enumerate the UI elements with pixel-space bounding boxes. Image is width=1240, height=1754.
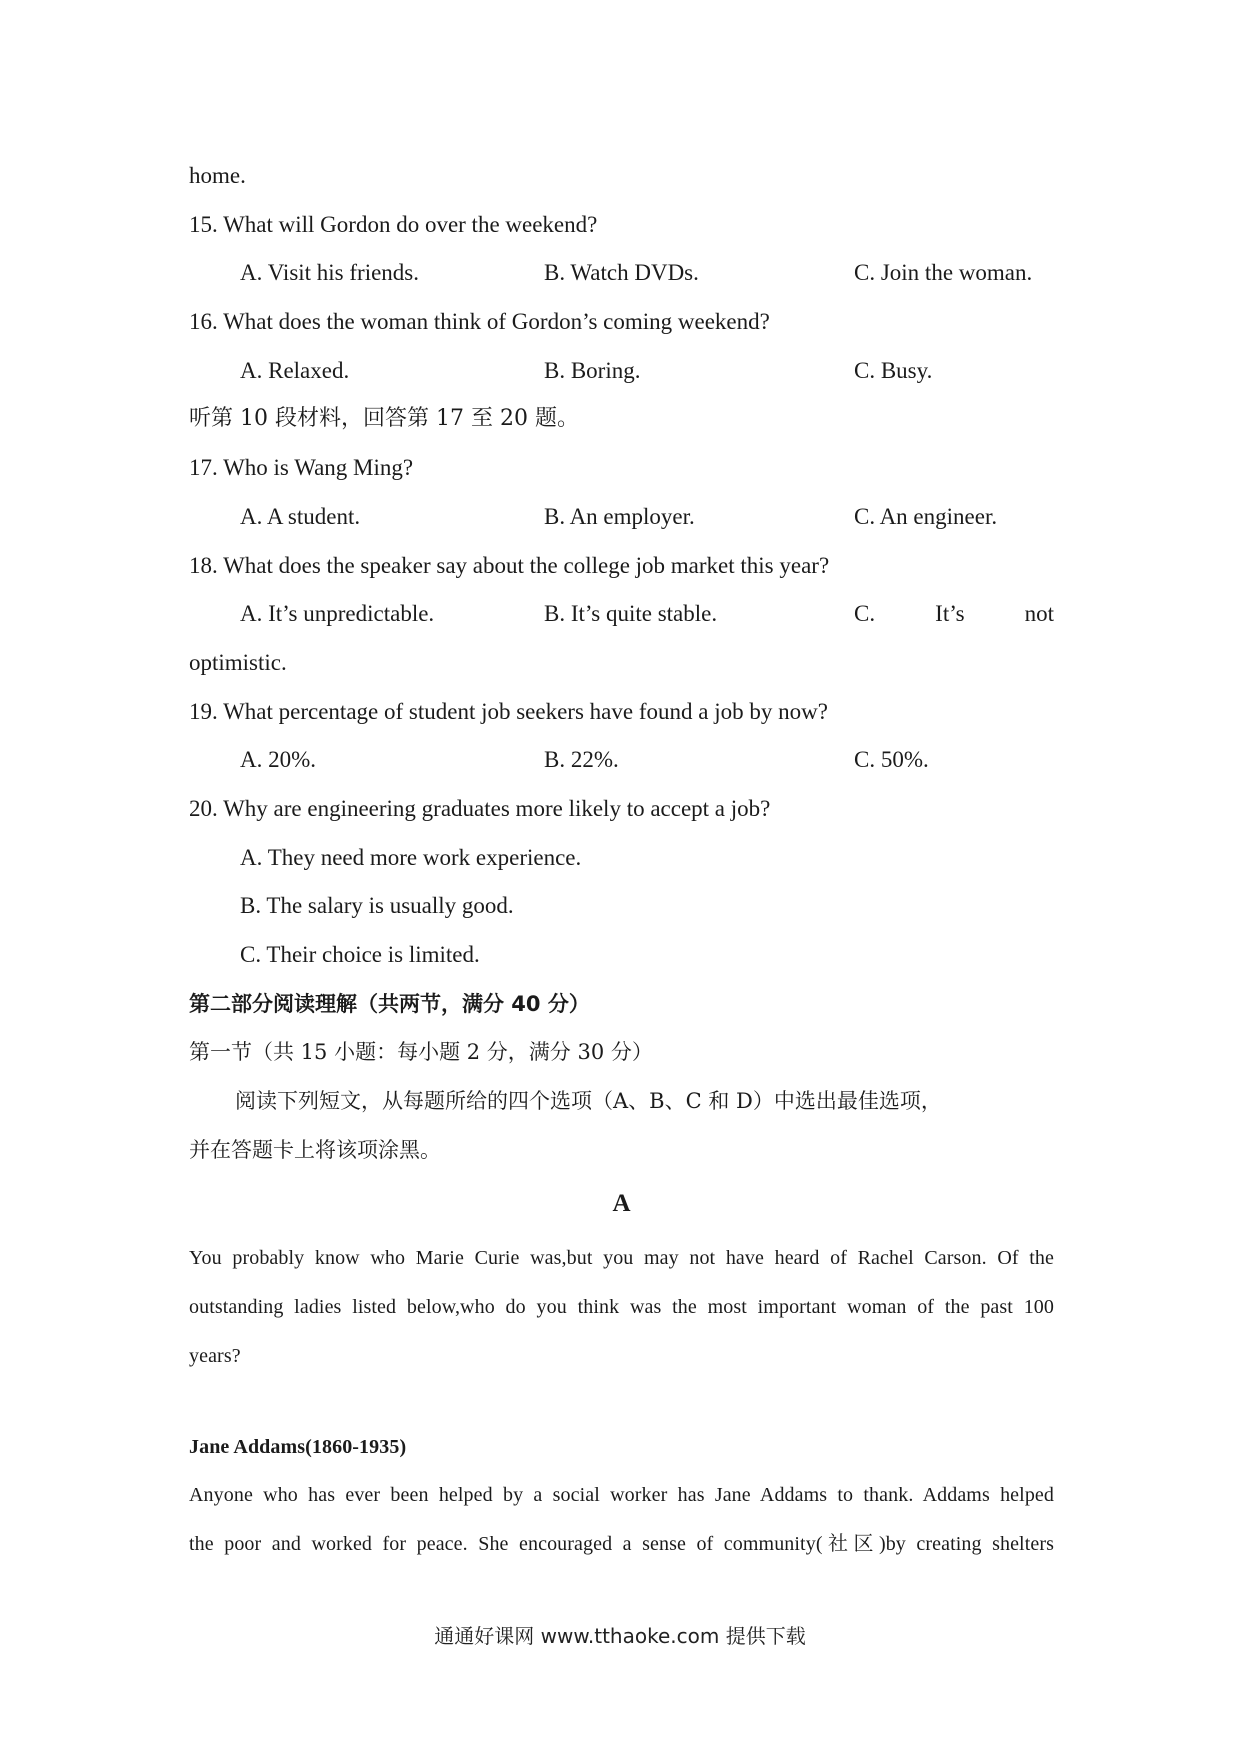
spacer — [189, 1381, 1054, 1423]
page-content — [189, 152, 1054, 1569]
option-b: B. An employer. — [544, 503, 695, 529]
question-17-options — [189, 493, 1054, 542]
option-c-word2: not — [1024, 601, 1054, 627]
question-17: 17. Who is Wang Ming? — [189, 455, 414, 481]
question-15: 15. What will Gordon do over the weekend? — [189, 211, 598, 237]
listening-instruction: 听第 10 段材料，回答第 17 至 20 题。 — [189, 406, 579, 432]
option-c: C. 50%. — [854, 747, 929, 773]
question-19: 19. What percentage of student job seekers have found a job by now? — [189, 698, 828, 724]
section-heading-jane-addams: Jane Addams(1860-1935) — [189, 1435, 407, 1458]
option-a: A. Visit his friends. — [240, 260, 420, 286]
option-c: C. Their choice is limited. — [240, 942, 480, 967]
option-a: A. They need more work experience. — [240, 844, 582, 870]
continued-text: home. — [189, 163, 246, 188]
option-c: C. Busy. — [854, 357, 933, 383]
option-b: B. 22%. — [544, 747, 619, 773]
option-a: A. 20%. — [240, 747, 317, 773]
part-two-heading: 第二部分阅读理解（共两节，满分 40 分） — [189, 991, 590, 1016]
option-b: B. It’s quite stable. — [544, 601, 718, 627]
question-19-options — [189, 736, 1054, 785]
passage-intro-line3: years? — [189, 1344, 241, 1367]
option-c — [854, 590, 1054, 639]
option-a: A. A student. — [240, 503, 361, 529]
reading-instruction-line2: 并在答题卡上将该项涂黑。 — [189, 1137, 441, 1162]
option-a: A. It’s unpredictable. — [240, 601, 435, 627]
question-16-options — [189, 347, 1054, 396]
option-c-continuation: optimistic. — [189, 649, 287, 675]
question-18: 18. What does the speaker say about the college job market this year? — [189, 552, 830, 578]
option-c-word1: It’s — [935, 601, 965, 627]
page-footer: 通通好课网 www.tthaoke.com 提供下载 — [434, 1624, 806, 1648]
reading-instruction-line1: 阅读下列短文，从每题所给的四个选项（A、B、C 和 D）中选出最佳选项， — [235, 1089, 942, 1114]
question-18-options — [189, 590, 1054, 639]
option-c: C. An engineer. — [854, 503, 998, 529]
question-20: 20. Why are engineering graduates more likely to accept a job? — [189, 795, 771, 821]
option-b: B. The salary is usually good. — [240, 893, 514, 919]
addams-paragraph-line2: the poor and worked for peace. She encouraged a sense of community(社区)by creating shelters — [189, 1532, 1054, 1555]
passage-label: A — [612, 1190, 631, 1218]
addams-paragraph-line1: Anyone who has ever been helped by a social worker has Jane Addams to thank. Addams helped — [189, 1484, 1054, 1507]
option-c-letter: C. — [854, 601, 876, 627]
option-a: A. Relaxed. — [240, 357, 350, 383]
passage-intro-line1: You probably know who Marie Curie was,but you may not have heard of Rachel Carson. Of the — [189, 1247, 1054, 1270]
option-c: C. Join the woman. — [854, 260, 1033, 286]
section-one-heading: 第一节（共 15 小题：每小题 2 分，满分 30 分） — [189, 1040, 653, 1065]
option-b: B. Boring. — [544, 357, 641, 383]
passage-intro-line2: outstanding ladies listed below,who do you think was the most important woman of the past 100 — [189, 1296, 1054, 1319]
question-15-options — [189, 249, 1054, 298]
question-16: 16. What does the woman think of Gordon’s coming weekend? — [189, 309, 770, 335]
option-b: B. Watch DVDs. — [544, 260, 699, 286]
